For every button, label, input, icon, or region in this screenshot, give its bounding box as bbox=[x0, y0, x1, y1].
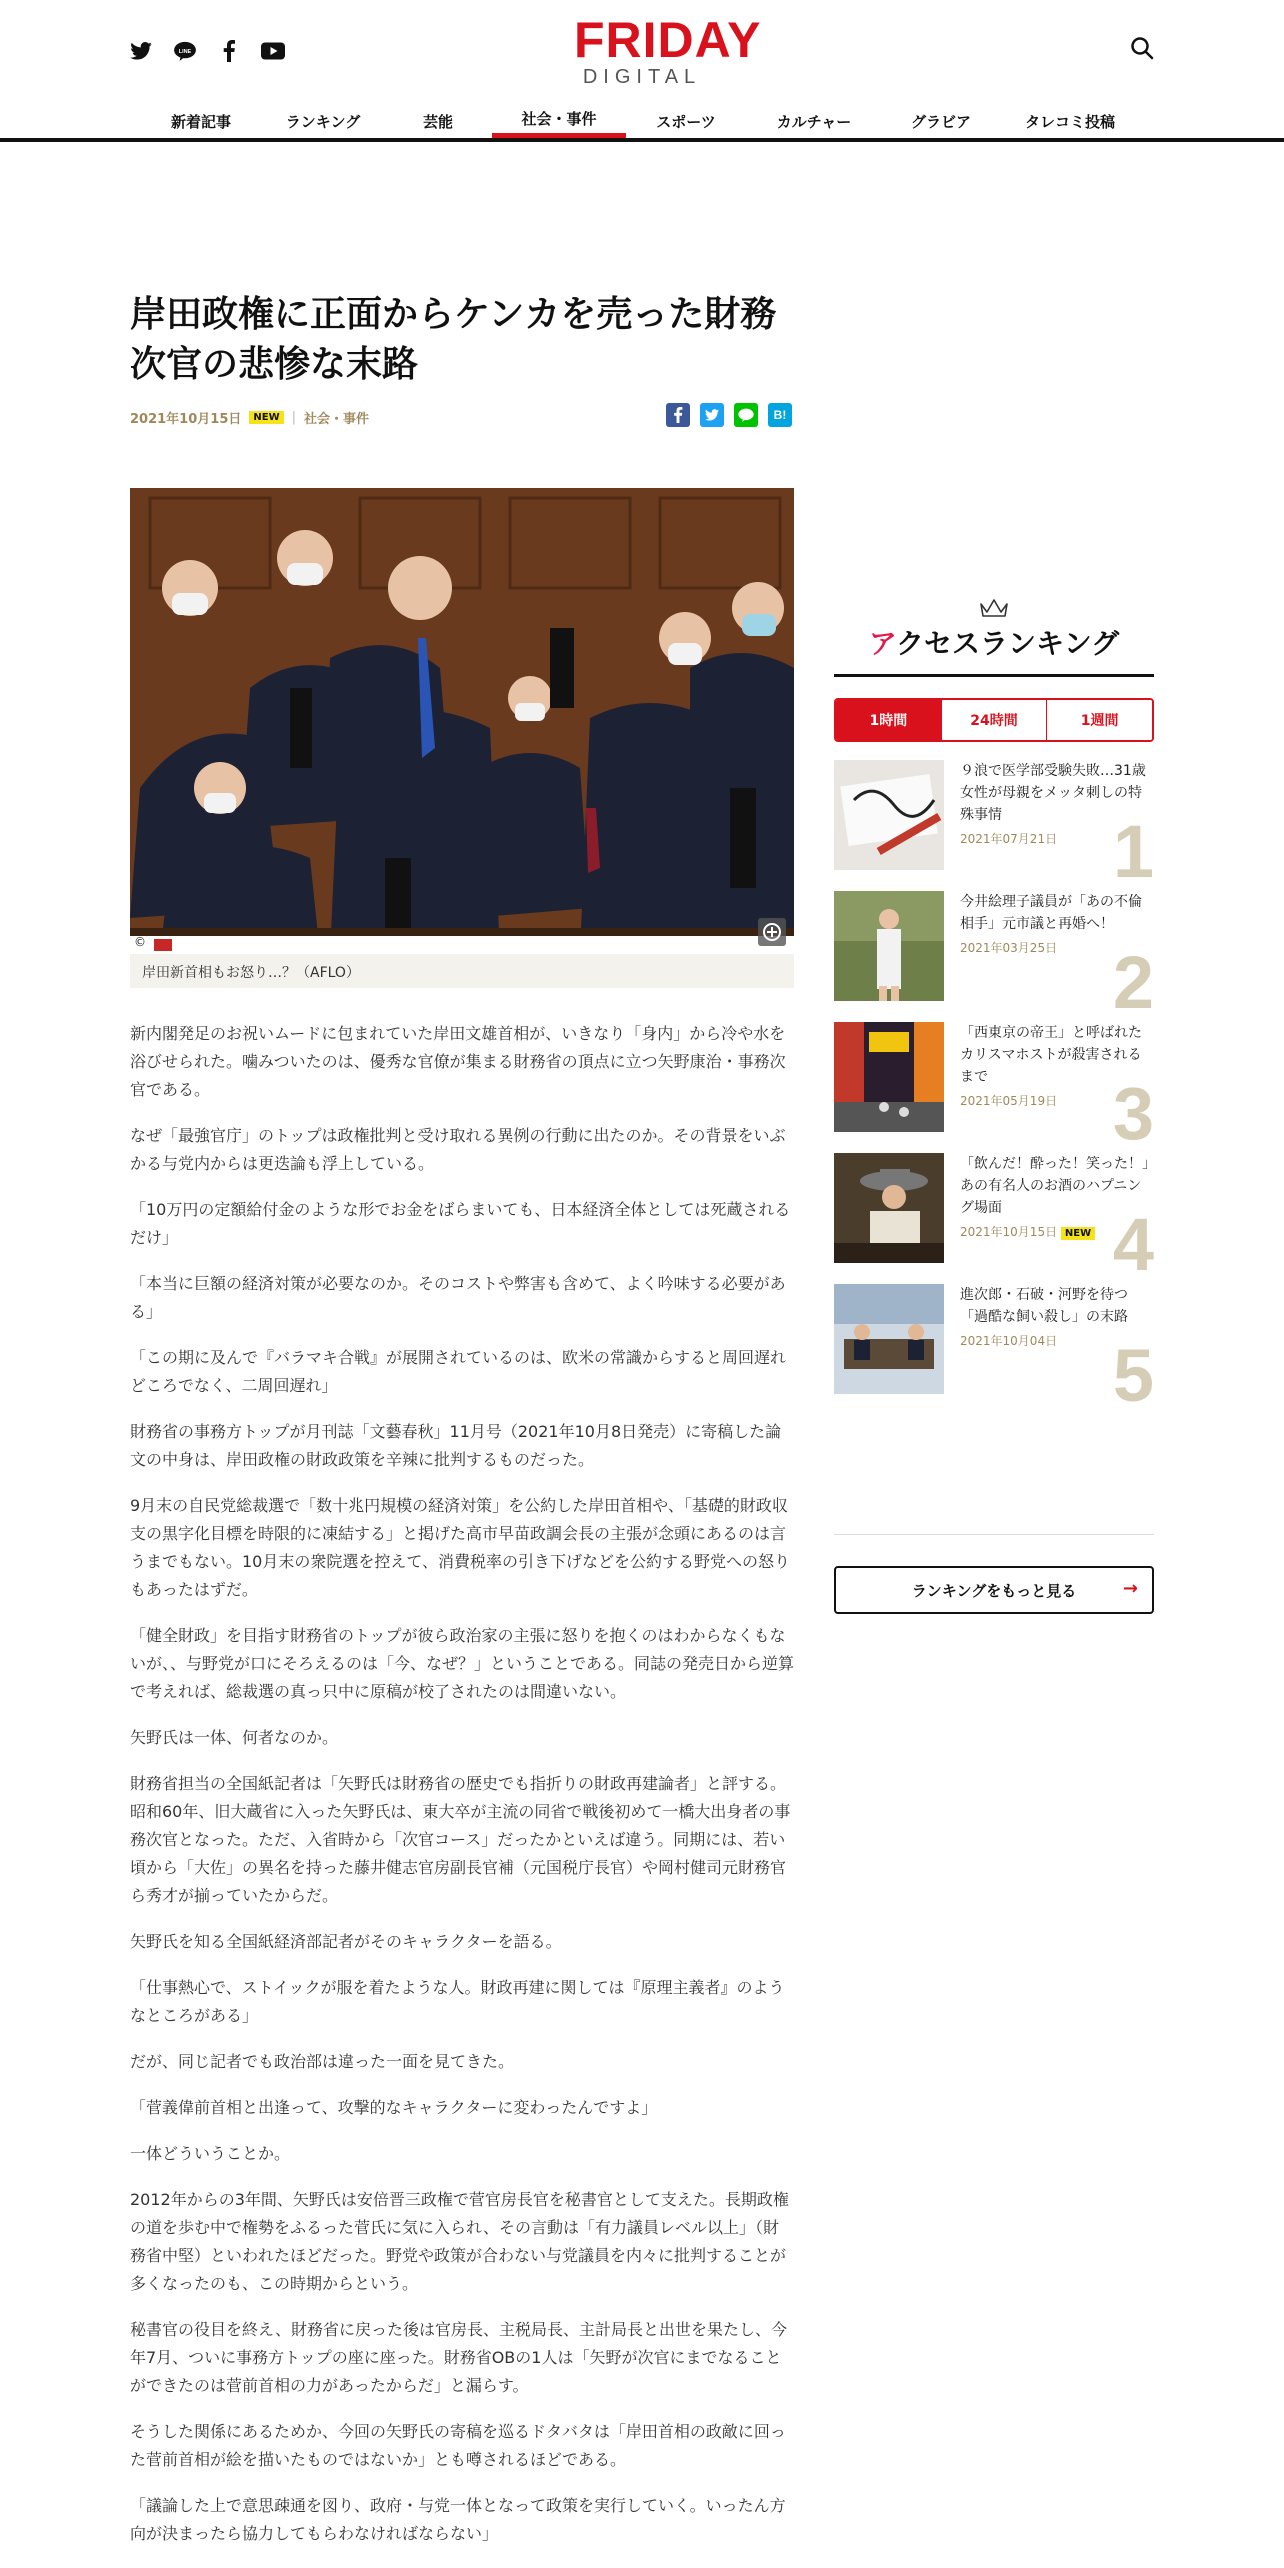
ranking-title bbox=[834, 622, 1154, 662]
new-badge: NEW bbox=[1061, 1227, 1095, 1240]
article-paragraph: なぜ「最強官庁」のトップは政権批判と受け取れる異例の行動に出たのか。その背景をいぶかる与党内からは更迭論も浮上している。 bbox=[130, 1126, 786, 1173]
ranking-item-date: 2021年07月21日 bbox=[960, 832, 1058, 846]
ranking-item-date-text: 2021年10月15日 bbox=[960, 1225, 1058, 1239]
line-icon[interactable] bbox=[172, 38, 198, 64]
ranking-thumbnail[interactable] bbox=[834, 1022, 944, 1132]
nav-item-tip-post[interactable]: タレコミ投稿 bbox=[1024, 112, 1115, 131]
ranking-header bbox=[834, 598, 1154, 662]
facebook-icon[interactable] bbox=[216, 38, 242, 64]
site-header bbox=[0, 0, 1284, 142]
ranking-thumbnail[interactable] bbox=[834, 1284, 944, 1394]
ranking-item[interactable] bbox=[834, 1153, 1154, 1284]
article-paragraph: 「この期に及んで『バラマキ合戦』が展開されているのは、欧米の常識からすると周回遅れどころでなく、二周回遅れ」 bbox=[130, 1348, 787, 1395]
article-category-link[interactable]: 社会・事件 bbox=[304, 412, 370, 427]
ranking-item[interactable] bbox=[834, 1284, 1154, 1415]
ranking-tabs bbox=[834, 698, 1154, 742]
twitter-share-icon[interactable] bbox=[700, 403, 724, 427]
article-paragraph: そうした関係にあるためか、今回の矢野氏の寄稿を巡るドタバタは「岸田首相の政敵に回った菅前首相が絵を描いたものではないか」とも噂されるほどである。 bbox=[130, 2422, 786, 2469]
tab-1-week[interactable]: 1週間 bbox=[1046, 700, 1152, 740]
ranking-item-title[interactable]: 進次郎・石破・河野を待つ「過酷な飼い殺し」の末路 bbox=[960, 1287, 1128, 1325]
ranking-thumbnail[interactable] bbox=[834, 891, 944, 1001]
nav-item-culture[interactable]: カルチャー bbox=[776, 112, 852, 131]
facebook-share-icon[interactable] bbox=[666, 403, 690, 427]
nav-item-entertainment[interactable]: 芸能 bbox=[422, 112, 453, 131]
article-paragraph: 一体どういうことか。 bbox=[130, 2144, 291, 2163]
ranking-item-title[interactable]: 今井絵理子議員が「あの不倫相手」元市議と再婚へ！ bbox=[960, 894, 1142, 932]
share-buttons bbox=[666, 403, 792, 427]
ranking-item[interactable] bbox=[834, 760, 1154, 891]
nav-item-gravure[interactable]: グラビア bbox=[910, 112, 971, 131]
new-badge: NEW bbox=[249, 411, 283, 424]
nav-item-ranking[interactable]: ランキング bbox=[285, 112, 361, 131]
tab-1-hour[interactable]: 1時間 bbox=[836, 700, 941, 740]
ranking-number: 4 bbox=[1112, 1203, 1154, 1286]
ranking-item-title[interactable]: 「西東京の帝王」と呼ばれたカリスマホストが殺害されるまで bbox=[960, 1025, 1142, 1085]
search-icon[interactable] bbox=[1130, 36, 1156, 62]
ranking-item-title[interactable]: ９浪で医学部受験失敗…31歳女性が母親をメッタ刺しの特殊事情 bbox=[960, 763, 1146, 823]
main-nav bbox=[140, 104, 1140, 138]
article-meta bbox=[130, 408, 369, 427]
social-links bbox=[128, 38, 286, 64]
article-paragraph: 9月末の自民党総裁選で「数十兆円規模の経済対策」を公約した岸田首相や、「基礎的財政収支の黒字化目標を時限的に凍結する」と掲げた高市早苗政調会長の主張が念頭にあるのは言うまでもない。10月末の衆院選を控えて、消費税率の引き下げなどを公約する野党への怒りもあったはずだ。 bbox=[130, 1496, 791, 1599]
nav-item-new[interactable]: 新着記事 bbox=[170, 112, 231, 131]
more-ranking-label: ランキングをもっと見る bbox=[911, 1581, 1077, 1600]
line-share-icon[interactable] bbox=[734, 403, 758, 427]
article-paragraph: 矢野氏は一体、何者なのか。 bbox=[130, 1728, 339, 1747]
photo-caption: 岸田新首相もお怒り…？（AFLO） bbox=[130, 954, 794, 988]
article-title: 岸田政権に正面からケンカを売った財務次官の悲惨な末路 bbox=[130, 294, 777, 385]
article-paragraph: 「議論した上で意思疎通を図り、政府・与党一体となって政策を実行していく。いったん方向が決まったら協力してもらわなければならない」 bbox=[130, 2496, 786, 2543]
nav-item-society[interactable]: 社会・事件 bbox=[492, 104, 626, 138]
logo-main-text: FRIDAY bbox=[574, 12, 762, 68]
ranking-divider bbox=[834, 674, 1154, 677]
article-body bbox=[130, 1020, 794, 2566]
twitter-icon[interactable] bbox=[128, 38, 154, 64]
article-photo bbox=[130, 488, 794, 954]
svg-text:LINE: LINE bbox=[178, 48, 192, 55]
hatena-share-icon[interactable]: B! bbox=[768, 403, 792, 427]
ranking-title-rest: クセスランキング bbox=[896, 627, 1120, 660]
arrow-right-icon: → bbox=[1122, 1578, 1138, 1599]
ranking-number: 5 bbox=[1112, 1334, 1154, 1417]
ranking-thumbnail[interactable] bbox=[834, 1153, 944, 1263]
ranking-number: 3 bbox=[1112, 1072, 1154, 1155]
sidebar-divider bbox=[834, 1534, 1154, 1535]
ranking-item-title[interactable]: 「飲んだ！酔った！笑った！」あの有名人のお酒のハプニング場面 bbox=[960, 1156, 1149, 1216]
article-paragraph: だが、同じ記者でも政治部は違った一面を見てきた。 bbox=[130, 2052, 515, 2071]
meta-separator: | bbox=[291, 410, 296, 425]
article-date: 2021年10月15日 bbox=[130, 412, 242, 427]
article-paragraph: 「仕事熱心で、ストイックが服を着たような人。財政再建に関しては『原理主義者』のようなところがある」 bbox=[130, 1978, 785, 2025]
ranking-item-date: 2021年03月25日 bbox=[960, 941, 1058, 955]
ranking-item[interactable] bbox=[834, 891, 1154, 1022]
article-paragraph: 「本当に巨額の経済対策が必要なのか。そのコストや弊害も含めて、よく吟味する必要がある」 bbox=[130, 1274, 786, 1321]
article-paragraph: 「健全財政」を目指す財務省のトップが彼ら政治家の主張に怒りを抱くのはわからなくもないが、、与野党が口にそろえるのは「今、なぜ？」ということである。同誌の発売日から逆算で考えれば、総裁選の真っ只中に原稿が校了されたのは間違いない。 bbox=[130, 1626, 795, 1701]
ranking-number: 2 bbox=[1112, 941, 1154, 1024]
ranking-item[interactable] bbox=[834, 1022, 1154, 1153]
article-paragraph: 財務省担当の全国紙記者は「矢野氏は財務省の歴史でも指折りの財政再建論者」と評する。昭和60年、旧大蔵省に入った矢野氏は、東大卒が主流の同省で戦後初めて一橋大出身者の事務次官となった。ただ、入省時から「次官コース」だったかといえば違う。同期には、若い頃から「大佐」の異名を持った藤井健志官房副長官補（元国税庁長官）や岡村健司元財務官ら秀才が揃っていたからだ。 bbox=[130, 1774, 791, 1905]
article-paragraph: 2012年からの3年間、矢野氏は安倍晋三政権で菅官房長官を秘書官として支えた。長期政権の道を歩む中で権勢をふるった菅氏に気に入られ、その言動は「有力議員レベル以上」（財務省中堅）といわれたほどだった。野党や政策が合わない与党議員を内々に批判することが多くなったのも、この時期からという。 bbox=[130, 2190, 789, 2293]
article-paragraph: 新内閣発足のお祝いムードに包まれていた岸田文雄首相が、いきなり「身内」から冷や水を浴びせられた。噛みついたのは、優秀な官僚が集まる財務省の頂点に立つ矢野康治・事務次官である。 bbox=[130, 1024, 786, 1099]
logo-sub-text: DIGITAL bbox=[582, 66, 702, 88]
youtube-icon[interactable] bbox=[260, 38, 286, 64]
nav-item-sports[interactable]: スポーツ bbox=[656, 112, 716, 131]
ranking-thumbnail[interactable] bbox=[834, 760, 944, 870]
article-paragraph: 矢野氏を知る全国紙経済部記者がそのキャラクターを語る。 bbox=[130, 1932, 562, 1951]
article-paragraph: 「10万円の定額給付金のような形でお金をばらまいても、日本経済全体としては死蔵されるだけ」 bbox=[130, 1200, 791, 1247]
crown-icon bbox=[979, 598, 1009, 618]
article-paragraph: 秘書官の役目を終え、財務省に戻った後は官房長、主税局長、主計局長と出世を果たし、今年7月、ついに事務方トップの座に座った。財務省OBの1人は「矢野が次官にまでなることができたのは菅前首相の力があったからだ」と漏らす。 bbox=[130, 2320, 787, 2395]
ranking-title-accent: ア bbox=[868, 627, 896, 660]
ranking-item-date: 2021年10月04日 bbox=[960, 1334, 1058, 1348]
article-paragraph: 財務省の事務方トップが月刊誌「文藝春秋」11月号（2021年10月8日発売）に寄稿した論文の中身は、岸田政権の財政政策を辛辣に批判するものだった。 bbox=[130, 1422, 782, 1469]
site-logo[interactable] bbox=[574, 12, 762, 88]
ranking-list bbox=[834, 760, 1154, 1415]
photo-credit-icon: © bbox=[134, 935, 146, 949]
more-ranking-button[interactable] bbox=[834, 1566, 1154, 1614]
ranking-item-date: 2021年05月19日 bbox=[960, 1094, 1058, 1108]
tab-24-hours[interactable]: 24時間 bbox=[941, 700, 1047, 740]
ranking-number: 1 bbox=[1112, 810, 1154, 893]
article-paragraph: 「菅義偉前首相と出逢って、攻撃的なキャラクターに変わったんですよ」 bbox=[130, 2098, 658, 2117]
